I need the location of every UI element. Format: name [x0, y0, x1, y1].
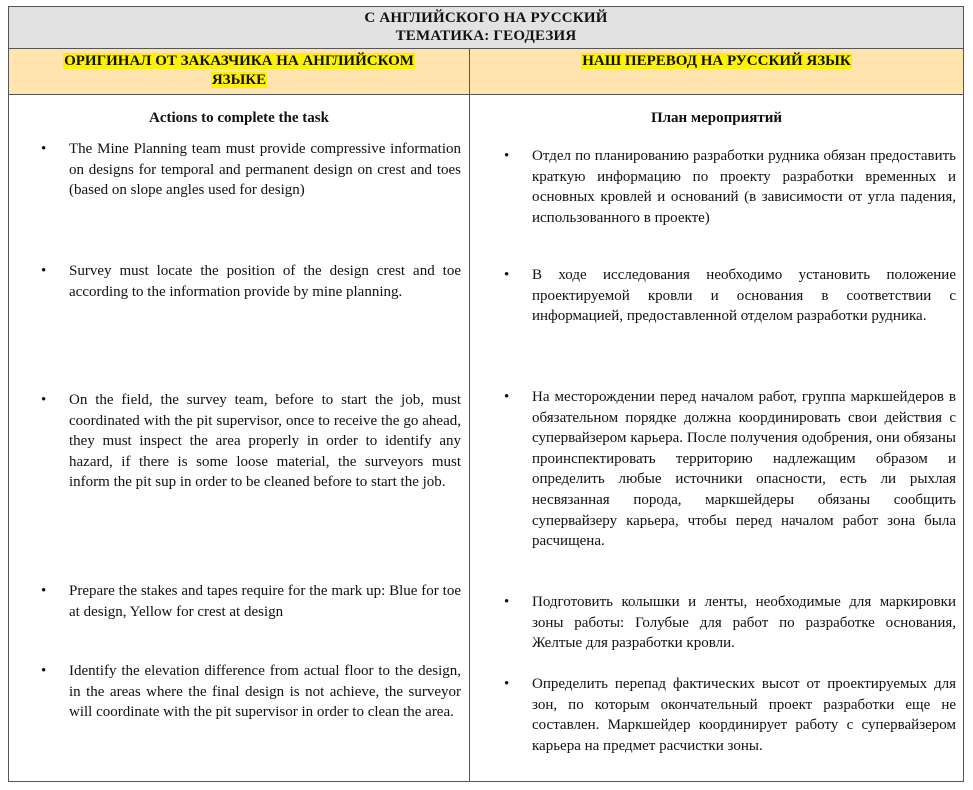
translation-item-text: В ходе исследования необходимо установить положение проектируемой кровли и основания в соответствии с информацией, предоставленной отделом разработки рудника.: [532, 267, 956, 325]
bullet-icon: •: [504, 267, 510, 283]
translation-item-text: Определить перепад фактических высот от проектируемых для зон, по которым окончательный проект разработки еще не составлен. Маркшейдер координирует работу с супервайзером карьера на предмет расчистки зоны.: [532, 676, 956, 754]
original-item-text: The Mine Planning team must provide compressive information on designs for temporal and permanent design on crest and toes (based on slope angles used for design): [69, 141, 461, 199]
bullet-icon: •: [504, 676, 510, 692]
translation-column: [470, 95, 963, 781]
original-column-header: [9, 49, 470, 94]
translation-item-2: [504, 265, 956, 327]
content-row: [9, 95, 963, 781]
bullet-icon: •: [41, 392, 47, 408]
translation-heading: План мероприятий: [650, 110, 783, 126]
translation-item-4: [504, 592, 956, 654]
translation-header-text: НАШ ПЕРЕВОД НА РУССКИЙ ЯЗЫК: [582, 53, 851, 69]
translation-sample-table: [8, 6, 964, 782]
column-header-row: [9, 49, 963, 95]
bullet-icon: •: [504, 594, 510, 610]
bullet-icon: •: [504, 389, 510, 405]
title-line-1: С АНГЛИЙСКОГО НА РУССКИЙ: [364, 10, 608, 26]
table-title: [9, 7, 963, 49]
original-heading: Actions to complete the task: [149, 110, 329, 126]
original-item-text: Identify the elevation difference from actual floor to the design, in the areas where the final design is not achieve, the surveyor will coordinate with the pit supervisor in order to clean the area.: [69, 663, 461, 721]
original-header-line-2: ЯЗЫКЕ: [211, 72, 267, 88]
bullet-icon: •: [504, 148, 510, 164]
translation-item-1: [504, 146, 956, 228]
original-item-2: [41, 261, 461, 302]
title-line-2: ТЕМАТИКА: ГЕОДЕЗИЯ: [395, 28, 577, 44]
original-header-line-1: ОРИГИНАЛ ОТ ЗАКАЗЧИКА НА АНГЛИЙСКОМ: [64, 53, 414, 69]
original-item-1: [41, 139, 461, 201]
bullet-icon: •: [41, 663, 47, 679]
bullet-icon: •: [41, 263, 47, 279]
translation-item-text: На месторождении перед началом работ, группа маркшейдеров в обязательном порядке должна координировать свои действия с супервайзером карьера. После получения одобрения, они обязаны проинспектировать территорию надлежащим образом и определить любые источники опасности, есть ли рыхлая несвязанная порода, маркшейдеры обязаны сообщить супервайзеру карьера, чтобы перед началом работ зона была расчищена.: [532, 389, 956, 550]
original-item-text: On the field, the survey team, before to start the job, must coordinated with the pit supervisor, once to receive the go ahead, they must inspect the area properly in order to identify any hazard, if there is some loose material, the surveyors must inform the pit sup in order to be cleaned before to start the job.: [69, 392, 461, 491]
original-item-text: Prepare the stakes and tapes require for the mark up: Blue for toe at design, Yellow for crest at design: [69, 583, 461, 620]
translation-item-5: [504, 674, 956, 756]
translation-item-3: [504, 387, 956, 552]
translation-column-header: [470, 49, 963, 94]
original-item-3: [41, 390, 461, 493]
translation-item-text: Отдел по планированию разработки рудника обязан предоставить краткую информацию по проекту разработки временных и основных кровлей и оснований (в зависимости от угла падения, использованного в проекте): [532, 148, 956, 226]
original-item-4: [41, 581, 461, 622]
bullet-icon: •: [41, 583, 47, 599]
original-column: [9, 95, 470, 781]
original-item-5: [41, 661, 461, 723]
bullet-icon: •: [41, 141, 47, 157]
original-item-text: Survey must locate the position of the design crest and toe according to the information provide by mine planning.: [69, 263, 461, 300]
translation-item-text: Подготовить колышки и ленты, необходимые для маркировки зоны работы: Голубые для работ по разработке основания, Желтые для разработки кровли.: [532, 594, 956, 652]
